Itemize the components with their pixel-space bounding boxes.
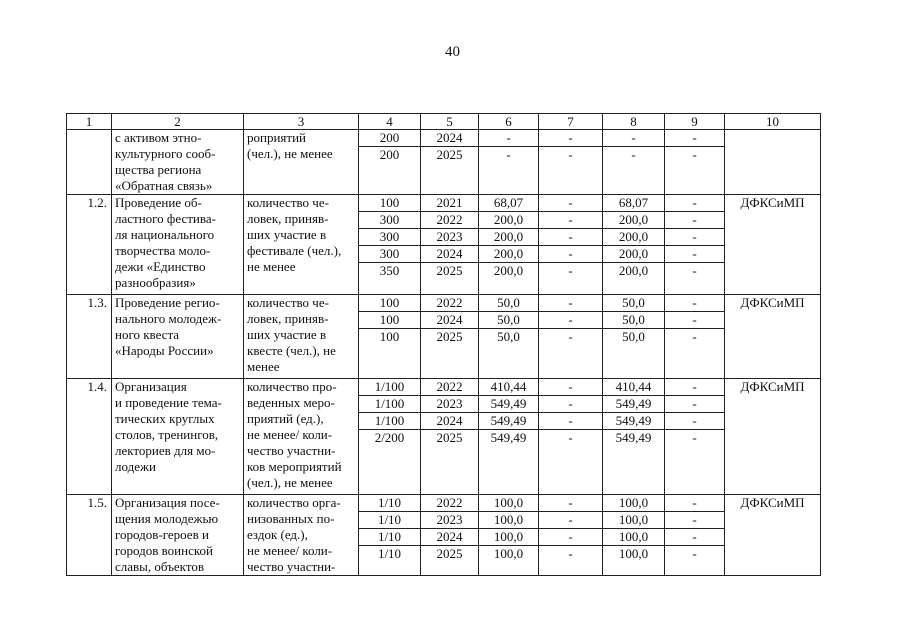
value-cell-c4	[359, 379, 421, 495]
text-line: ков мероприятий	[247, 459, 342, 474]
year-value: -	[539, 246, 602, 263]
year-value: 2025	[436, 263, 463, 278]
activity-name	[112, 379, 244, 495]
text-line: творчества моло-	[115, 243, 211, 258]
year-value: -	[539, 312, 602, 329]
year-value: 200	[379, 147, 400, 162]
year-value: 1/100	[359, 379, 420, 396]
table-row	[67, 195, 821, 295]
value-cell-c9	[665, 295, 725, 379]
year-value: 100	[359, 195, 420, 212]
year-value: -	[603, 130, 664, 147]
year-value: -	[539, 413, 602, 430]
year-value: 50,0	[603, 312, 664, 329]
value-cell-c5	[421, 379, 479, 495]
year-value: -	[539, 229, 602, 246]
year-value: 2023	[421, 512, 478, 529]
year-value: 549,49	[603, 396, 664, 413]
text-line: городов воинской	[115, 543, 213, 558]
value-cell-c7	[539, 295, 603, 379]
year-value: 50,0	[497, 329, 520, 344]
value-cell-c8	[603, 295, 665, 379]
value-cell-c5	[421, 295, 479, 379]
year-value: 549,49	[479, 396, 538, 413]
value-cell-c6	[479, 495, 539, 576]
text-line: городов-героев и	[115, 527, 209, 542]
year-value: 300	[359, 246, 420, 263]
text-line: ших участие в	[247, 227, 327, 242]
year-value: 2022	[421, 212, 478, 229]
text-line: веденных меро-	[247, 395, 335, 410]
year-value: 410,44	[603, 379, 664, 396]
year-value: 2024	[421, 413, 478, 430]
text-line: Организация посе-	[115, 495, 220, 510]
text-line: ля национального	[115, 227, 215, 242]
value-cell-c8	[603, 130, 665, 195]
value-cell-c4	[359, 195, 421, 295]
text-line: количество про-	[247, 379, 337, 394]
text-line: «Обратная связь»	[115, 178, 213, 193]
year-value: 549,49	[490, 430, 527, 445]
value-cell-c5	[421, 130, 479, 195]
value-cell-c9	[665, 379, 725, 495]
year-value: -	[692, 147, 697, 162]
year-value: -	[539, 130, 602, 147]
value-cell-c4	[359, 295, 421, 379]
year-value: 100	[379, 329, 400, 344]
year-value: 2022	[421, 295, 478, 312]
year-value: 200,0	[493, 263, 524, 278]
year-value: -	[665, 312, 724, 329]
text-line: количество орга-	[247, 495, 341, 510]
year-value: 300	[359, 212, 420, 229]
year-value: 100	[359, 312, 420, 329]
text-line: тических круглых	[115, 411, 215, 426]
year-value: 2024	[421, 312, 478, 329]
year-value: 1/10	[359, 512, 420, 529]
year-value: 100,0	[603, 495, 664, 512]
year-value: 100,0	[479, 529, 538, 546]
year-value: 50,0	[479, 295, 538, 312]
year-value: -	[568, 263, 573, 278]
header-cell: 8	[603, 114, 665, 130]
year-value: -	[539, 529, 602, 546]
year-value: 2025	[436, 546, 463, 561]
text-line: количество че-	[247, 195, 329, 210]
year-value: 549,49	[615, 430, 652, 445]
text-line: Проведение регио-	[115, 295, 220, 310]
value-cell-c9	[665, 495, 725, 576]
text-line: чество участни-	[247, 559, 336, 574]
text-line: ного квеста	[115, 327, 180, 342]
text-line: столов, тренингов,	[115, 427, 219, 442]
value-cell-c9	[665, 130, 725, 195]
value-cell-c8	[603, 379, 665, 495]
table-row	[67, 495, 821, 576]
year-value: -	[568, 430, 573, 445]
text-line: дежи «Единство	[115, 259, 206, 274]
text-line: ловек, приняв-	[247, 211, 329, 226]
text-line: менее	[247, 359, 280, 374]
year-value: 100	[359, 295, 420, 312]
year-value: -	[506, 147, 511, 162]
text-line: с активом этно-	[115, 130, 202, 145]
year-value: -	[665, 379, 724, 396]
activity-name	[112, 195, 244, 295]
executor: ДФКСиМП	[725, 495, 821, 576]
row-number: 1.3.	[67, 295, 112, 379]
value-cell-c8	[603, 495, 665, 576]
header-cell: 10	[725, 114, 821, 130]
row-number: 1.4.	[67, 379, 112, 495]
activity-name	[112, 130, 244, 195]
value-cell-c6	[479, 379, 539, 495]
year-value: 410,44	[479, 379, 538, 396]
year-value: 1/100	[359, 413, 420, 430]
text-line: лекториев для мо-	[115, 443, 216, 458]
year-value: -	[692, 546, 697, 561]
header-cell: 9	[665, 114, 725, 130]
year-value: 2025	[436, 147, 463, 162]
year-value: -	[665, 295, 724, 312]
year-value: -	[665, 195, 724, 212]
text-line: количество че-	[247, 295, 329, 310]
year-value: 2024	[421, 529, 478, 546]
year-value: 100,0	[479, 495, 538, 512]
text-line: роприятий	[247, 130, 306, 145]
year-value: -	[665, 529, 724, 546]
header-cell: 3	[244, 114, 359, 130]
year-value: -	[539, 379, 602, 396]
table-row	[67, 295, 821, 379]
year-value: 68,07	[479, 195, 538, 212]
value-cell-c5	[421, 195, 479, 295]
year-value: 200	[359, 130, 420, 147]
year-value: -	[692, 430, 697, 445]
text-line: Организация	[115, 379, 187, 394]
value-cell-c5	[421, 495, 479, 576]
text-line: лодежи	[115, 459, 156, 474]
year-value: -	[539, 295, 602, 312]
year-value: -	[568, 329, 573, 344]
header-cell: 4	[359, 114, 421, 130]
text-line: квесте (чел.), не	[247, 343, 336, 358]
year-value: -	[665, 396, 724, 413]
value-cell-c6	[479, 295, 539, 379]
year-value: -	[539, 512, 602, 529]
text-line: ездок (ед.),	[247, 527, 308, 542]
indicator	[244, 195, 359, 295]
year-value: 2024	[421, 130, 478, 147]
text-line: фестивале (чел.),	[247, 243, 342, 258]
row-number	[67, 130, 112, 195]
year-value: -	[539, 212, 602, 229]
table-row	[67, 379, 821, 495]
year-value: 200,0	[603, 212, 664, 229]
text-line: разнообразия»	[115, 275, 196, 290]
text-line: и проведение тема-	[115, 395, 222, 410]
year-value: 200,0	[479, 229, 538, 246]
year-value: -	[665, 229, 724, 246]
header-cell: 6	[479, 114, 539, 130]
text-line: не менее	[247, 259, 296, 274]
year-value: 1/100	[359, 396, 420, 413]
executor	[725, 130, 821, 195]
executor: ДФКСиМП	[725, 379, 821, 495]
year-value: 350	[379, 263, 400, 278]
year-value: 50,0	[479, 312, 538, 329]
year-value: -	[665, 512, 724, 529]
year-value: 2023	[421, 229, 478, 246]
text-line: (чел.), не менее	[247, 475, 333, 490]
year-value: 2/200	[374, 430, 405, 445]
page-number: 40	[445, 44, 460, 60]
text-line: «Народы России»	[115, 343, 214, 358]
year-value: 2025	[436, 430, 463, 445]
value-cell-c6	[479, 195, 539, 295]
value-cell-c7	[539, 379, 603, 495]
header-row	[67, 114, 821, 130]
value-cell-c7	[539, 130, 603, 195]
text-line: не менее/ коли-	[247, 427, 333, 442]
header-cell: 5	[421, 114, 479, 130]
text-line: (чел.), не менее	[247, 146, 333, 161]
text-line: щества региона	[115, 162, 202, 177]
year-value: 2021	[421, 195, 478, 212]
year-value: 2022	[421, 495, 478, 512]
value-cell-c7	[539, 495, 603, 576]
row-number: 1.5.	[67, 495, 112, 576]
year-value: -	[665, 495, 724, 512]
year-value: 200,0	[479, 246, 538, 263]
year-value: 200,0	[603, 229, 664, 246]
text-line: ших участие в	[247, 327, 327, 342]
text-line: низованных по-	[247, 511, 335, 526]
year-value: 2024	[421, 246, 478, 263]
year-value: 549,49	[479, 413, 538, 430]
year-value: 1/10	[359, 495, 420, 512]
text-line: приятий (ед.),	[247, 411, 324, 426]
indicator	[244, 495, 359, 576]
indicator	[244, 130, 359, 195]
year-value: -	[692, 329, 697, 344]
program-table	[66, 113, 821, 576]
value-cell-c8	[603, 195, 665, 295]
year-value: -	[665, 130, 724, 147]
year-value: -	[539, 396, 602, 413]
text-line: ластного фестива-	[115, 211, 216, 226]
activity-name	[112, 495, 244, 576]
header-cell: 1	[67, 114, 112, 130]
row-number: 1.2.	[67, 195, 112, 295]
year-value: -	[539, 195, 602, 212]
year-value: 2023	[421, 396, 478, 413]
text-line: не менее/ коли-	[247, 543, 333, 558]
text-line: чество участни-	[247, 443, 336, 458]
year-value: 68,07	[603, 195, 664, 212]
value-cell-c9	[665, 195, 725, 295]
year-value: 100,0	[603, 512, 664, 529]
year-value: -	[631, 147, 636, 162]
text-line: культурного сооб-	[115, 146, 216, 161]
year-value: 1/10	[377, 546, 402, 561]
year-value: -	[665, 413, 724, 430]
indicator	[244, 295, 359, 379]
activity-name	[112, 295, 244, 379]
year-value: -	[692, 263, 697, 278]
year-value: 100,0	[603, 529, 664, 546]
year-value: 50,0	[603, 295, 664, 312]
year-value: 200,0	[479, 212, 538, 229]
executor: ДФКСиМП	[725, 195, 821, 295]
year-value: 1/10	[359, 529, 420, 546]
year-value: 2025	[436, 329, 463, 344]
year-value: -	[479, 130, 538, 147]
year-value: 200,0	[603, 246, 664, 263]
year-value: -	[539, 495, 602, 512]
year-value: -	[665, 246, 724, 263]
text-line: славы, объектов	[115, 559, 204, 574]
value-cell-c7	[539, 195, 603, 295]
header-cell: 7	[539, 114, 603, 130]
year-value: 100,0	[479, 512, 538, 529]
year-value: -	[568, 147, 573, 162]
text-line: ловек, приняв-	[247, 311, 329, 326]
table-row	[67, 130, 821, 195]
text-line: нального молодеж-	[115, 311, 222, 326]
year-value: 300	[359, 229, 420, 246]
year-value: 200,0	[618, 263, 649, 278]
year-value: 100,0	[493, 546, 524, 561]
value-cell-c6	[479, 130, 539, 195]
text-line: щения молодежью	[115, 511, 219, 526]
year-value: 50,0	[622, 329, 645, 344]
value-cell-c4	[359, 495, 421, 576]
header-cell: 2	[112, 114, 244, 130]
year-value: -	[665, 212, 724, 229]
year-value: 100,0	[618, 546, 649, 561]
year-value: 2022	[421, 379, 478, 396]
value-cell-c4	[359, 130, 421, 195]
executor: ДФКСиМП	[725, 295, 821, 379]
indicator	[244, 379, 359, 495]
year-value: -	[568, 546, 573, 561]
text-line: Проведение об-	[115, 195, 202, 210]
year-value: 549,49	[603, 413, 664, 430]
